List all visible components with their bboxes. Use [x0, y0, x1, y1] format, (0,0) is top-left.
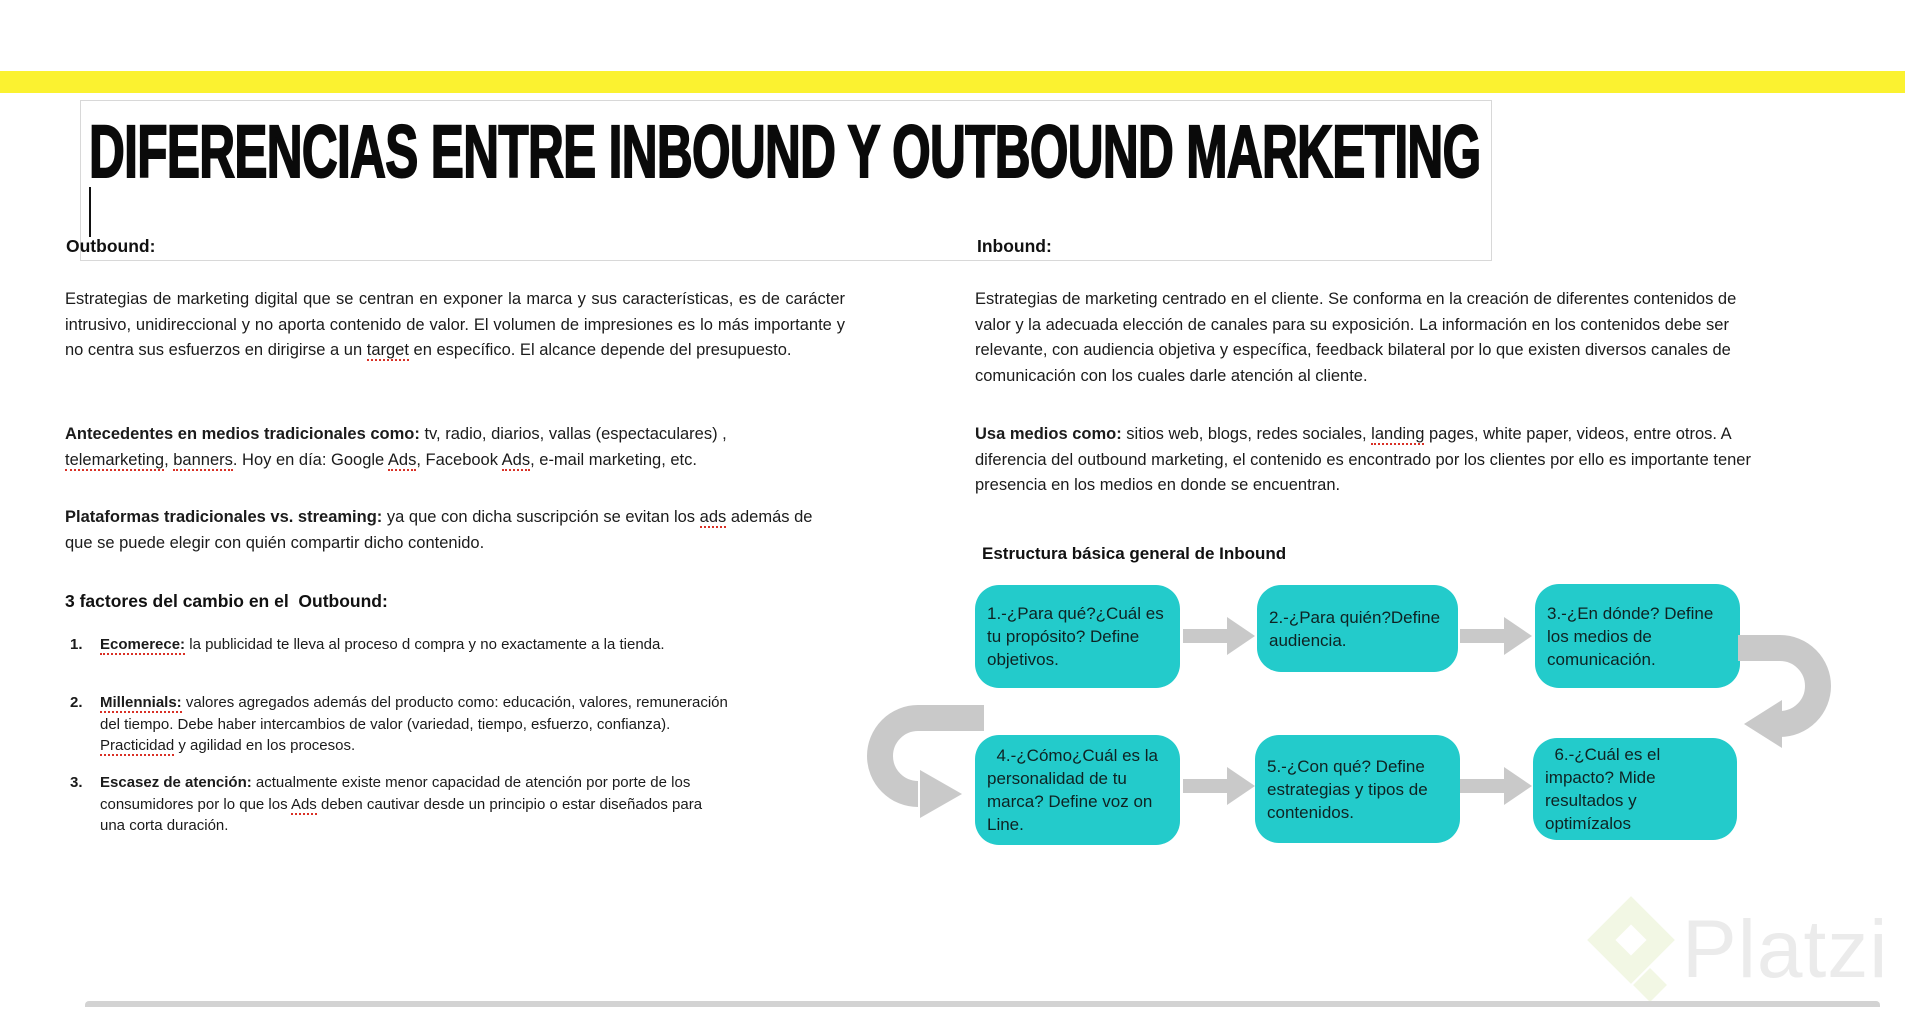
- flow-uturn-down-right-icon[interactable]: [872, 700, 987, 825]
- list-item[interactable]: [70, 772, 730, 837]
- misspelled-word: Ads: [290, 795, 317, 813]
- inbound-paragraph-2[interactable]: [975, 422, 1770, 499]
- misspelled-word: Practicidad: [100, 737, 175, 754]
- text-segment: Estrategias de marketing centrado en el cliente. Se conforma en la creación de diferentes contenidos de valor y la adecuada elección de canales para su exposición. La información en los contenidos debe ser relevante, con audiencia objetiva y específica, feedback bilateral por lo que existen diversos canales de comunicación con los cuales darle atención al cliente.: [975, 290, 1737, 385]
- flow-arrow-right-icon[interactable]: [1460, 766, 1532, 806]
- title-text-box[interactable]: [80, 100, 1492, 261]
- outbound-paragraph-1[interactable]: [65, 287, 845, 364]
- flow-arrow-right-icon[interactable]: [1183, 616, 1255, 656]
- text-segment: ,: [164, 450, 174, 469]
- text-segment: y agilidad en los procesos.: [174, 737, 356, 754]
- text-segment: ya que con dicha suscripción se evitan los: [382, 508, 700, 526]
- text-segment: pages, white paper, videos, entre otros. A diferencia del outbound marketing, el contenido es encontrado por los clientes por ello es importante tener presencia en los medios en donde se encuentran.: [975, 425, 1751, 494]
- flow-uturn-down-left-icon[interactable]: [1738, 628, 1853, 753]
- misspelled-word: telemarketing: [65, 450, 165, 469]
- inbound-heading[interactable]: Inbound:: [977, 236, 1052, 256]
- text-segment: actualmente existe menor capacidad de atención por porte de los consumidores por lo que los: [100, 774, 691, 813]
- flow-step-4[interactable]: [975, 735, 1180, 845]
- text-segment: sitios web, blogs, redes sociales,: [1121, 425, 1372, 443]
- list-item-number: 3.: [70, 774, 83, 791]
- text-segment: . Hoy en día: Google: [232, 450, 388, 469]
- inbound-structure-heading[interactable]: Estructura básica general de Inbound: [982, 544, 1287, 563]
- misspelled-word: banners: [173, 450, 233, 469]
- text-cursor: [89, 187, 91, 237]
- list-item[interactable]: [70, 634, 730, 656]
- platzi-logo-icon: [1587, 896, 1675, 984]
- misspelled-word: target: [366, 341, 409, 359]
- page-title: DIFERENCIAS ENTRE INBOUND Y OUTBOUND MARKETING: [89, 110, 1481, 193]
- flow-step-4-text: 4.-¿Cómo¿Cuál es la personalidad de tu marca? Define voz on Line.: [987, 746, 1163, 834]
- misspelled-word: landing: [1371, 425, 1425, 443]
- platzi-watermark-text: Platzi: [1682, 904, 1889, 995]
- text-segment: deben cautivar desde un principio o estar diseñados para una corta duración.: [100, 795, 703, 834]
- text-segment: Plataformas tradicionales vs. streaming:: [65, 508, 383, 526]
- flow-step-1[interactable]: [975, 585, 1180, 688]
- text-segment: valores agregados además del producto como: educación, valores, remuneración del tiempo. Debe haber intercambios de valor (variedad, tiempo, esfuerzo, confianza).: [100, 694, 728, 733]
- text-segment: Escasez de atención:: [100, 774, 252, 791]
- misspelled-word: Ads: [387, 450, 417, 469]
- flow-arrow-right-icon[interactable]: [1183, 766, 1255, 806]
- misspelled-word: Millennials:: [100, 694, 182, 711]
- list-item-number: 2.: [70, 694, 83, 711]
- text-segment: la publicidad te lleva al proceso d compra y no exactamente a la tienda.: [185, 636, 665, 653]
- flow-step-1-text: 1.-¿Para qué?¿Cuál es tu propósito? Define objetivos.: [987, 604, 1169, 669]
- flow-step-2-text: 2.-¿Para quién?Define audiencia.: [1269, 607, 1445, 650]
- misspelled-word: ads: [699, 508, 727, 526]
- misspelled-word: Ads: [501, 450, 531, 469]
- text-segment: en específico. El alcance depende del presupuesto.: [408, 341, 792, 359]
- flow-step-2[interactable]: [1257, 585, 1458, 672]
- list-item[interactable]: [70, 692, 730, 757]
- list-item-text: [100, 692, 730, 757]
- platzi-watermark: [1578, 895, 1888, 1010]
- inbound-paragraph-1[interactable]: [975, 287, 1770, 389]
- flow-step-3[interactable]: [1535, 584, 1740, 688]
- outbound-paragraph-2[interactable]: [65, 422, 817, 473]
- text-segment: además de que se puede elegir con quién compartir dicho contenido.: [65, 508, 813, 552]
- flow-step-6-text: 6.-¿Cuál es el impacto? Mide resultados y optimízalos: [1545, 745, 1666, 833]
- flow-arrow-right-icon[interactable]: [1460, 616, 1532, 656]
- outbound-factors-heading[interactable]: 3 factores del cambio en el Outbound:: [65, 591, 388, 611]
- misspelled-word: Ecomerece:: [100, 636, 186, 653]
- text-segment: Antecedentes en medios tradicionales como:: [65, 425, 420, 443]
- outbound-heading[interactable]: Outbound:: [66, 236, 156, 256]
- outbound-paragraph-3[interactable]: [65, 505, 827, 556]
- text-segment: tv, radio, diarios, vallas (espectaculares) ,: [419, 425, 727, 443]
- text-segment: Estrategias de marketing digital que se centran en exponer la marca y sus características, es de carácter intrusivo, unidireccional y no aporta contenido de valor. El volumen de impresiones es lo más importante y no centra sus esfuerzos en dirigirse a un: [65, 290, 845, 359]
- text-segment: , e-mail marketing, etc.: [530, 450, 697, 469]
- flow-step-5[interactable]: [1255, 735, 1460, 843]
- text-segment: Usa medios como:: [975, 425, 1122, 443]
- list-item-text: [100, 634, 730, 656]
- flow-step-3-text: 3.-¿En dónde? Define los medios de comunicación.: [1547, 603, 1719, 669]
- list-item-text: [100, 772, 730, 837]
- list-item-number: 1.: [70, 636, 83, 653]
- flow-step-5-text: 5.-¿Con qué? Define estrategias y tipos de contenidos.: [1267, 756, 1433, 822]
- flow-step-6[interactable]: [1533, 738, 1737, 840]
- next-textbox-edge[interactable]: [85, 1001, 1880, 1007]
- yellow-divider: [0, 71, 1905, 93]
- text-segment: , Facebook: [416, 450, 502, 469]
